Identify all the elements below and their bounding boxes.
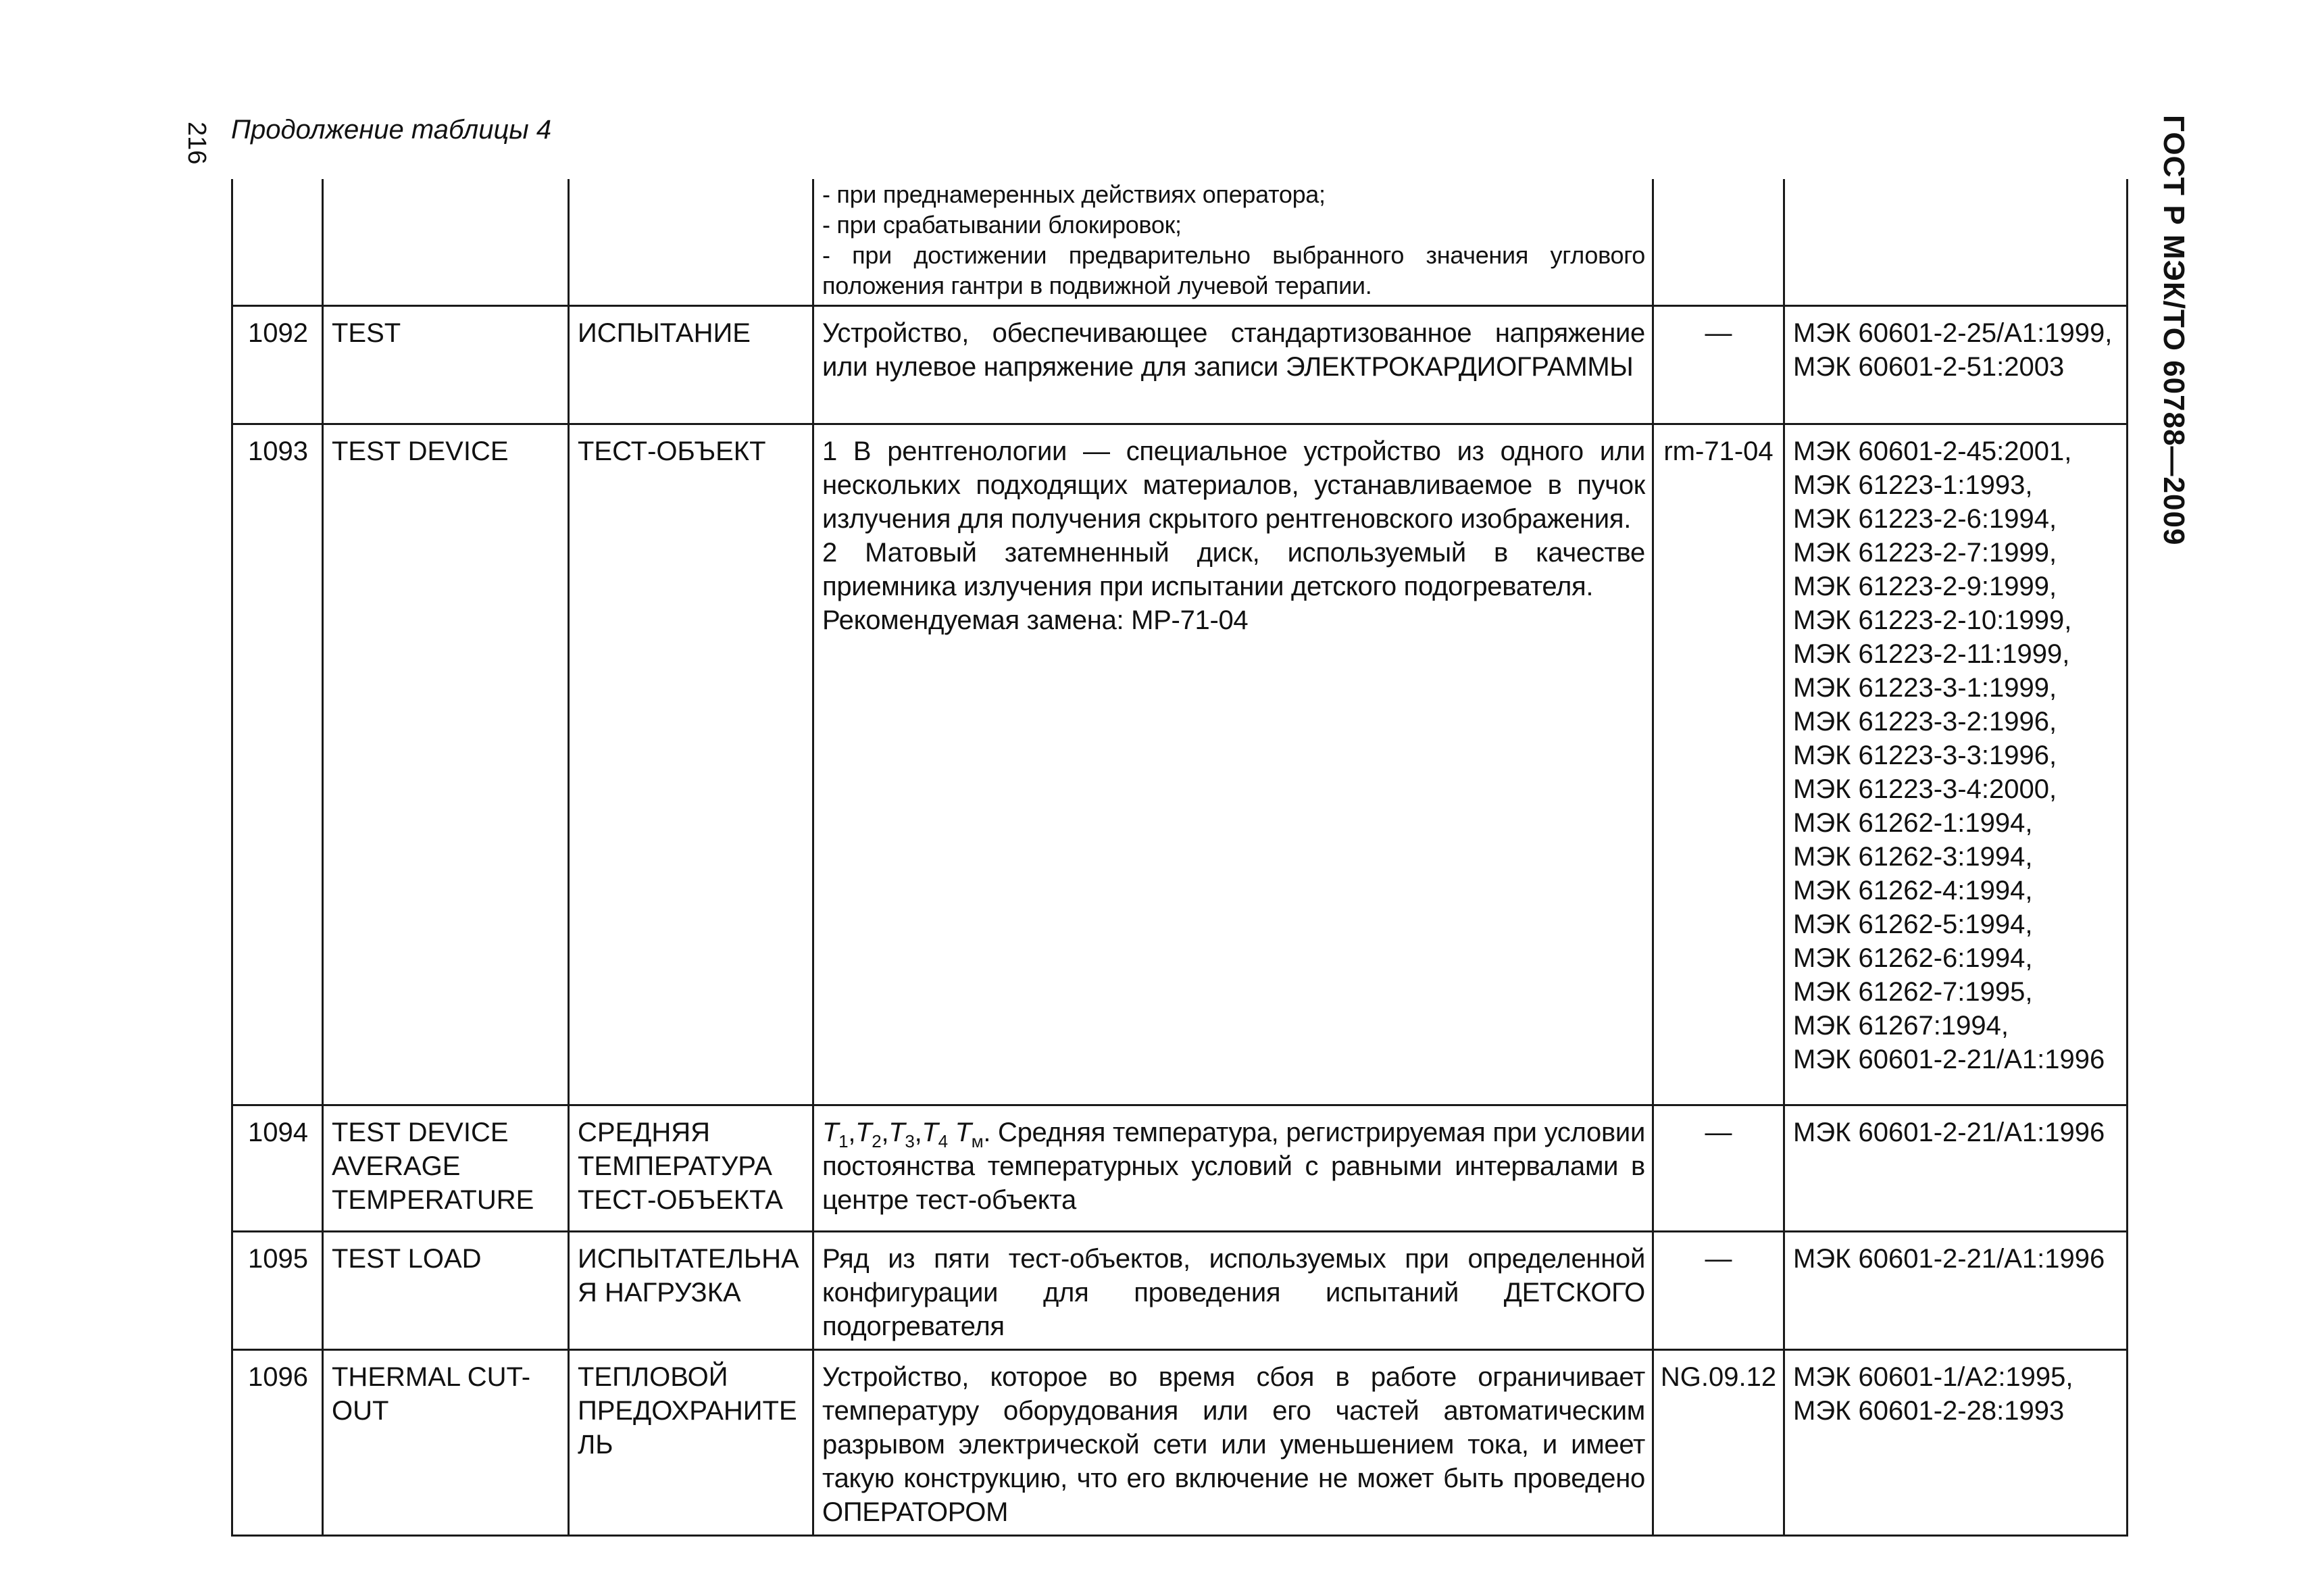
definition-line: - при срабатывании блокировок; xyxy=(822,211,1182,239)
definition-paragraph: 1 В рентгенологии — специальное устройство из одного или нескольких подходящих материалов, устанавливаемое в пучок излучения для получения скрытого рентгеновского изображения. xyxy=(822,437,1645,534)
page-number: 216 xyxy=(182,122,211,165)
ref-item: МЭК 61223-3-1:1999, xyxy=(1793,673,2057,703)
ref-item: МЭК 61223-3-3:1996, xyxy=(1793,741,2057,770)
ref-item: МЭК 61262-5:1994, xyxy=(1793,909,2033,939)
ref-item: МЭК 60601-2-45:2001, xyxy=(1793,437,2072,466)
ref-item: МЭК 60601-2-28:1993 xyxy=(1793,1396,2065,1426)
cell-term-en xyxy=(323,179,569,306)
ref-item: МЭК 60601-2-25/А1:1999, xyxy=(1793,318,2113,348)
cell-term-ru: ТЕСТ-ОБЪЕКТ xyxy=(569,424,813,1105)
symbol-t: T xyxy=(922,1118,938,1147)
cell-num xyxy=(232,179,323,306)
cell-refs xyxy=(1784,306,2128,424)
definition-line: - при преднамеренных действиях оператора; xyxy=(822,180,1326,208)
cell-definition: Устройство, обеспечивающее стандартизованное напряжение или нулевое напряжение для записи ЭЛЕКТРОКАРДИОГРАММЫ xyxy=(813,306,1653,424)
ref-item: МЭК 61223-2-10:1999, xyxy=(1793,605,2072,635)
symbol-t: T xyxy=(888,1118,905,1147)
table-row xyxy=(232,306,2128,424)
cell-code: — xyxy=(1653,1232,1784,1350)
ref-item: МЭК 60601-2-21/А1:1996 xyxy=(1793,1045,2105,1074)
cell-code xyxy=(1653,179,1784,306)
ref-item: МЭК 61223-3-4:2000, xyxy=(1793,774,2057,804)
ref-item: МЭК 61223-2-11:1999, xyxy=(1793,639,2070,669)
ref-item: МЭК 61223-3-2:1996, xyxy=(1793,707,2057,737)
definition-text: . Средняя температура, регистрируемая при условии постоянства температурных условий с равными интервалами в центре тест-объекта xyxy=(822,1118,1645,1215)
cell-term-en: TEST LOAD xyxy=(323,1232,569,1350)
ref-item: МЭК 61262-3:1994, xyxy=(1793,842,2033,872)
cell-num: 1092 xyxy=(232,306,323,424)
cell-definition: Ряд из пяти тест-объектов, используемых при определенной конфигурации для проведения испытаний ДЕТСКОГО подогревателя xyxy=(813,1232,1653,1350)
table-row xyxy=(232,1105,2128,1232)
cell-refs xyxy=(1784,179,2128,306)
cell-term-en: TEST DEVICE AVERAGE TEMPERATURE xyxy=(323,1105,569,1232)
ref-item: МЭК 61223-2-9:1999, xyxy=(1793,572,2057,601)
subscript: 2 xyxy=(872,1131,882,1151)
table-row xyxy=(232,1350,2128,1536)
table-row xyxy=(232,1232,2128,1350)
symbol-t: T xyxy=(822,1118,839,1147)
cell-num: 1094 xyxy=(232,1105,323,1232)
symbol-t: T xyxy=(855,1118,872,1147)
symbol-t: T xyxy=(955,1118,972,1147)
ref-item: МЭК 61262-7:1995, xyxy=(1793,977,2033,1007)
ref-item: МЭК 60601-1/А2:1995, xyxy=(1793,1362,2073,1392)
ref-item: МЭК 61262-1:1994, xyxy=(1793,808,2033,838)
table-row-continued xyxy=(232,179,2128,306)
subscript: 3 xyxy=(905,1131,915,1151)
ref-item: МЭК 60601-2-51:2003 xyxy=(1793,352,2065,382)
subscript: 4 xyxy=(938,1131,948,1151)
ref-item: МЭК 61267:1994, xyxy=(1793,1011,2009,1041)
ref-item: МЭК 61223-2-6:1994, xyxy=(1793,504,2057,534)
cell-refs xyxy=(1784,1232,2128,1350)
definition-paragraph: Рекомендуемая замена: МР-71-04 xyxy=(822,605,1249,635)
table-row xyxy=(232,424,2128,1105)
cell-term-ru xyxy=(569,179,813,306)
cell-definition xyxy=(813,424,1653,1105)
cell-num: 1093 xyxy=(232,424,323,1105)
ref-item: МЭК 60601-2-21/А1:1996 xyxy=(1793,1118,2105,1147)
definition-line: - при достижении предварительно выбранного значения углового положения гантри в подвижной лучевой терапии. xyxy=(822,241,1645,299)
cell-code: — xyxy=(1653,1105,1784,1232)
ref-item: МЭК 60601-2-21/А1:1996 xyxy=(1793,1244,2105,1274)
cell-definition: Устройство, которое во время сбоя в работе ограничивает температуру оборудования или его частей автоматическим разрывом электрической сети или уменьшением тока, и имеет такую конструкцию, что его включение не может быть проведено ОПЕРАТОРОМ xyxy=(813,1350,1653,1536)
ref-item: МЭК 61262-4:1994, xyxy=(1793,876,2033,905)
cell-refs xyxy=(1784,1105,2128,1232)
cell-num: 1096 xyxy=(232,1350,323,1536)
cell-term-ru: СРЕДНЯЯ ТЕМПЕРАТУРА ТЕСТ-ОБЪЕКТА xyxy=(569,1105,813,1232)
cell-refs xyxy=(1784,424,2128,1105)
cell-num: 1095 xyxy=(232,1232,323,1350)
subscript: 1 xyxy=(838,1131,849,1151)
cell-term-ru: ИСПЫТАНИЕ xyxy=(569,306,813,424)
subscript: м xyxy=(971,1131,984,1151)
cell-definition: $T_1,T_2,T_3,T_4$ $T_м$. Средняя температура, регистрируемая при условии постоянства температурных условий с равными интервалами в центре тест-объекта xyxy=(813,1105,1653,1232)
cell-refs xyxy=(1784,1350,2128,1536)
ref-item: МЭК 61223-2-7:1999, xyxy=(1793,538,2057,568)
definition-paragraph: 2 Матовый затемненный диск, используемый в качестве приемника излучения при испытании детского подогревателя. xyxy=(822,538,1645,601)
table-continuation-title: Продолжение таблицы 4 xyxy=(231,115,552,145)
terms-table xyxy=(231,179,2128,1537)
cell-code: — xyxy=(1653,306,1784,424)
ref-item: МЭК 61262-6:1994, xyxy=(1793,943,2033,973)
ref-item: МЭК 61223-1:1993, xyxy=(1793,470,2033,500)
cell-term-ru: ИСПЫТАТЕЛЬНАЯ НАГРУЗКА xyxy=(569,1232,813,1350)
cell-term-en: THERMAL CUT-OUT xyxy=(323,1350,569,1536)
cell-term-ru: ТЕПЛОВОЙ ПРЕДОХРАНИТЕЛЬ xyxy=(569,1350,813,1536)
document-code: ГОСТ Р МЭК/ТО 60788—2009 xyxy=(2157,115,2190,546)
cell-code: NG.09.12 xyxy=(1653,1350,1784,1536)
cell-term-en: TEST DEVICE xyxy=(323,424,569,1105)
cell-definition xyxy=(813,179,1653,306)
cell-code: rm-71-04 xyxy=(1653,424,1784,1105)
cell-term-en: TEST xyxy=(323,306,569,424)
